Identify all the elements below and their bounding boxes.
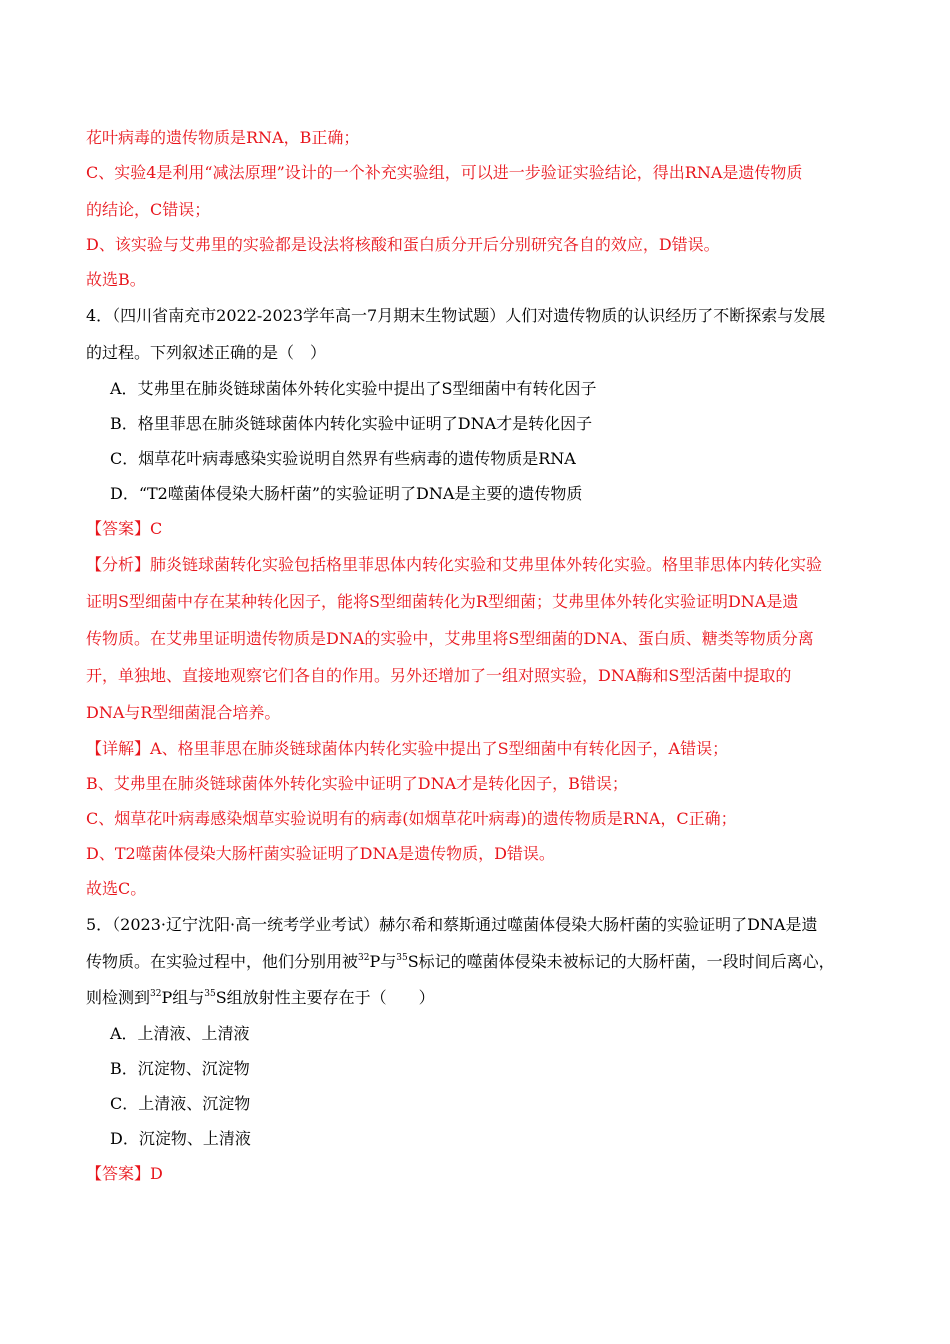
q5-stem-line1: 5．（2023·辽宁沈阳·高一统考学业考试）赫尔希和蔡斯通过噬菌体侵染大肠杆菌的实验证明了DNA是遗 (86, 915, 818, 934)
detail-tag: 【详解】 (86, 739, 151, 758)
isotope-p-mass: 32 (150, 989, 162, 999)
answer-value: D (150, 1164, 163, 1183)
q4-answer (86, 519, 876, 539)
q4-detail-line3: C、烟草花叶病毒感染烟草实验说明有的病毒(如烟草花叶病毒)的遗传物质是RNA，C正确； (86, 809, 737, 828)
answer-value: C (150, 519, 163, 538)
answer-tag: 【答案】 (86, 519, 151, 538)
isotope-s-mass: 35 (396, 953, 408, 963)
answer-tag: 【答案】 (86, 1164, 151, 1183)
q5-option-b: B．沉淀物、沉淀物 (110, 1059, 250, 1078)
q4-detail-line1 (86, 739, 876, 759)
q5-option-d: D．沉淀物、上清液 (110, 1129, 251, 1148)
q5-stem-text: 标记的噬菌体侵染未被标记的大肠杆菌，一段时间后离心， (418, 952, 835, 971)
q5-stem-text: 则检测到 (86, 988, 151, 1007)
q5-answer (86, 1164, 876, 1184)
q3-c-line2: 的结论，C错误； (86, 200, 211, 219)
q4-detail-line4: D、T2噬菌体侵染大肠杆菌实验证明了DNA是遗传物质，D错误。 (86, 844, 555, 863)
q3-d-line: D、该实验与艾弗里的实验都是设法将核酸和蛋白质分开后分别研究各自的效应，D错误。 (86, 235, 720, 254)
q3-b-continuation: 花叶病毒的遗传物质是RNA，B正确； (86, 128, 360, 147)
q4-analysis-line2: 证明S型细菌中存在某种转化因子，能将S型细菌转化为R型细菌；艾弗里体外转化实验证明DNA是遗 (86, 592, 799, 611)
q5-stem-text: 组放射性主要存在于（ ） (226, 988, 435, 1007)
q4-option-b: B．格里菲思在肺炎链球菌体内转化实验中证明了DNA才是转化因子 (110, 414, 593, 433)
q4-analysis-line4: 开，单独地、直接地观察它们各自的作用。另外还增加了一组对照实验，DNA酶和S型活菌中提取的 (86, 666, 792, 685)
isotope-s-mass: 35 (204, 989, 216, 999)
q4-option-d: D．“T2噬菌体侵染大肠杆菌”的实验证明了DNA是主要的遗传物质 (110, 484, 583, 503)
q4-option-c: C．烟草花叶病毒感染实验说明自然界有些病毒的遗传物质是RNA (110, 449, 576, 468)
q5-stem-text: 与 (380, 952, 397, 971)
isotope-s-symbol: S (407, 952, 419, 971)
q5-stem-line2 (86, 952, 876, 972)
q4-analysis-line1 (86, 555, 876, 575)
isotope-s-symbol: S (215, 988, 227, 1007)
q4-analysis-line5: DNA与R型细菌混合培养。 (86, 703, 281, 722)
q4-stem-line1: 4．（四川省南充市2022-2023学年高一7月期末生物试题）人们对遗传物质的认识经历了不断探索与发展 (86, 306, 826, 325)
q5-stem-text: 传物质。在实验过程中，他们分别用被 (86, 952, 359, 971)
q5-option-c: C．上清液、沉淀物 (110, 1094, 251, 1113)
q4-detail-line2: B、艾弗里在肺炎链球菌体外转化实验中证明了DNA才是转化因子，B错误； (86, 774, 628, 793)
q4-analysis-line3: 传物质。在艾弗里证明遗传物质是DNA的实验中，艾弗里将S型细菌的DNA、蛋白质、糖类等物质分离 (86, 629, 814, 648)
q5-stem-text: 组与 (172, 988, 205, 1007)
q4-option-a: A．艾弗里在肺炎链球菌体外转化实验中提出了S型细菌中有转化因子 (110, 379, 597, 398)
analysis-tag: 【分析】 (86, 555, 151, 574)
q3-choice: 故选B。 (86, 270, 146, 289)
q5-stem-line3 (86, 988, 876, 1008)
detail-text: A、格里菲思在肺炎链球菌体内转化实验中提出了S型细菌中有转化因子，A错误； (150, 739, 729, 758)
q5-option-a: A．上清液、上清液 (110, 1024, 250, 1043)
q4-choice: 故选C。 (86, 879, 147, 898)
isotope-p-mass: 32 (358, 953, 370, 963)
isotope-p-symbol: P (161, 988, 173, 1007)
analysis-text: 肺炎链球菌转化实验包括格里菲思体内转化实验和艾弗里体外转化实验。格里菲思体内转化实验 (150, 555, 823, 574)
isotope-p-symbol: P (369, 952, 381, 971)
q4-stem-line2: 的过程。下列叙述正确的是（ ） (86, 343, 327, 362)
q3-c-line1: C、实验4是利用“减法原理”设计的一个补充实验组，可以进一步验证实验结论，得出RNA是遗传物质 (86, 163, 803, 182)
